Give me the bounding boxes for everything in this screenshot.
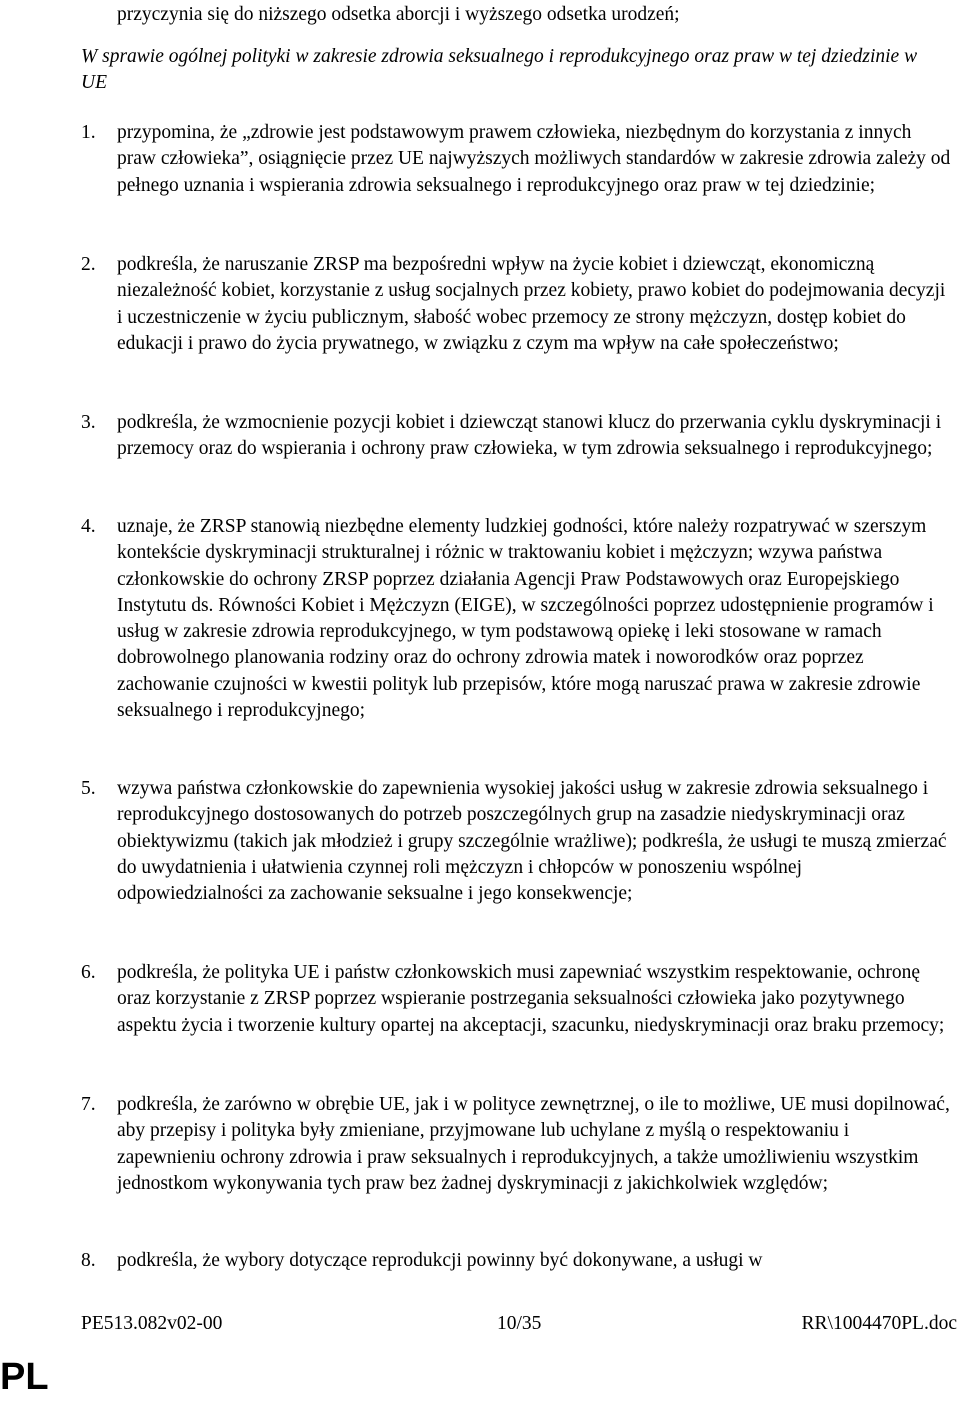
item-text: podkreśla, że polityka UE i państw członkowskich musi zapewniać wszystkim respektowanie, ochronę oraz korzystanie z ZRSP poprzez wspieranie postrzegania seksualności człowieka jako pozytywnego aspektu życia i tworzenie kultury opartej na akceptacji, szacunku, niedyskryminacji oraz braku przemocy; bbox=[117, 962, 945, 1036]
item-number: 7. bbox=[81, 1094, 96, 1115]
list-item bbox=[81, 776, 951, 907]
item-text: podkreśla, że zarówno w obrębie UE, jak i w polityce zewnętrznej, o ile to możliwe, UE musi dopilnować, aby przepisy i polityka były zmieniane, przyjmowane lub uchylane z myślą o respektowaniu i zapewnieniu ochrony zdrowia i praw seksualnych i reprodukcyjnych, a także umożliwieniu wszystkim jednostkom wykonywania tych praw bez żadnej dyskryminacji z jakichkolwiek względów; bbox=[117, 1094, 950, 1194]
list-item bbox=[81, 960, 951, 1039]
document-reference: PE513.082v02-00 bbox=[81, 1313, 223, 1334]
item-number: 3. bbox=[81, 412, 96, 433]
item-number: 1. bbox=[81, 122, 96, 143]
file-name: RR\1004470PL.doc bbox=[801, 1313, 957, 1334]
item-number: 5. bbox=[81, 778, 96, 799]
item-text: podkreśla, że wybory dotyczące reprodukcji powinny być dokonywane, a usługi w bbox=[117, 1250, 763, 1271]
item-text: uznaje, że ZRSP stanowią niezbędne elementy ludzkiej godności, które należy rozpatrywać w szerszym kontekście dyskryminacji strukturalnej i różnic w traktowaniu kobiet i mężczyzn; wzywa państwa członkowskie do ochrony ZRSP poprzez działania Agencji Praw Podstawowych oraz Europejskiego Instytutu ds. Równości Kobiet i Mężczyzn (EIGE), w szczególności poprzez udostępnienie programów i usług w zakresie zdrowia reprodukcyjnego, w tym podstawową opiekę i leki stosowane w ramach dobrowolnego planowania rodziny oraz do ochrony zdrowia matek i noworodków oraz poprzez zachowanie czujności w kwestii polityk lub przepisów, które mogą naruszać prawa w zakresie zdrowie seksualnego i reprodukcyjnego; bbox=[117, 516, 934, 722]
page-footer bbox=[81, 1311, 957, 1337]
item-number: 4. bbox=[81, 516, 96, 537]
item-number: 2. bbox=[81, 254, 96, 275]
list-item bbox=[81, 410, 951, 463]
item-number: 6. bbox=[81, 962, 96, 983]
list-item bbox=[81, 120, 951, 199]
item-text: wzywa państwa członkowskie do zapewnienia wysokiej jakości usług w zakresie zdrowia seksualnego i reprodukcyjnego dostosowanych do potrzeb poszczególnych grup na zasadzie niedyskryminacji oraz obiektywizmu (takich jak młodzież i grupy szczególnie wrażliwe); podkreśla, że usługi te muszą zmierzać do uwydatnienia i ułatwienia czynnej roli mężczyzn i chłopców w ponoszeniu wspólnej odpowiedzialności za zachowanie seksualne i jego konsekwencje; bbox=[117, 778, 947, 905]
item-text: przypomina, że „zdrowie jest podstawowym prawem człowieka, niezbędnym do korzystania z innych praw człowieka”, osiągnięcie przez UE najwyższych możliwych standardów w zakresie zdrowia zależy od pełnego uznania i wspierania zdrowia seksualnego i reprodukcyjnego oraz praw w tej dziedzinie; bbox=[117, 122, 951, 196]
item-number: 8. bbox=[81, 1250, 96, 1271]
section-heading: W sprawie ogólnej polityki w zakresie zdrowia seksualnego i reprodukcyjnego oraz praw w tej dziedzinie w UE bbox=[81, 46, 918, 93]
intro-line: przyczynia się do niższego odsetka aborcji i wyższego odsetka urodzeń; bbox=[117, 4, 680, 25]
page-number: 10/35 bbox=[497, 1313, 542, 1334]
list-item bbox=[81, 514, 951, 724]
item-text: podkreśla, że wzmocnienie pozycji kobiet i dziewcząt stanowi klucz do przerwania cyklu dyskryminacji i przemocy oraz do wspierania i ochrony praw człowieka, w tym zdrowia seksualnego i reprodukcyjnego; bbox=[117, 412, 942, 460]
language-label: PL bbox=[0, 1356, 49, 1398]
list-item bbox=[81, 1092, 951, 1197]
list-item bbox=[81, 1248, 951, 1274]
item-text: podkreśla, że naruszanie ZRSP ma bezpośredni wpływ na życie kobiet i dziewcząt, ekonomiczną niezależność kobiet, korzystanie z usług socjalnych przez kobiety, prawo kobiet do podejmowania decyzji i uczestniczenie w życiu publicznym, słabość wobec przemocy ze strony mężczyzn, dostęp kobiet do edukacji i prawo do życia prywatnego, w związku z czym ma wpływ na całe społeczeństwo; bbox=[117, 254, 946, 354]
list-item bbox=[81, 252, 951, 357]
